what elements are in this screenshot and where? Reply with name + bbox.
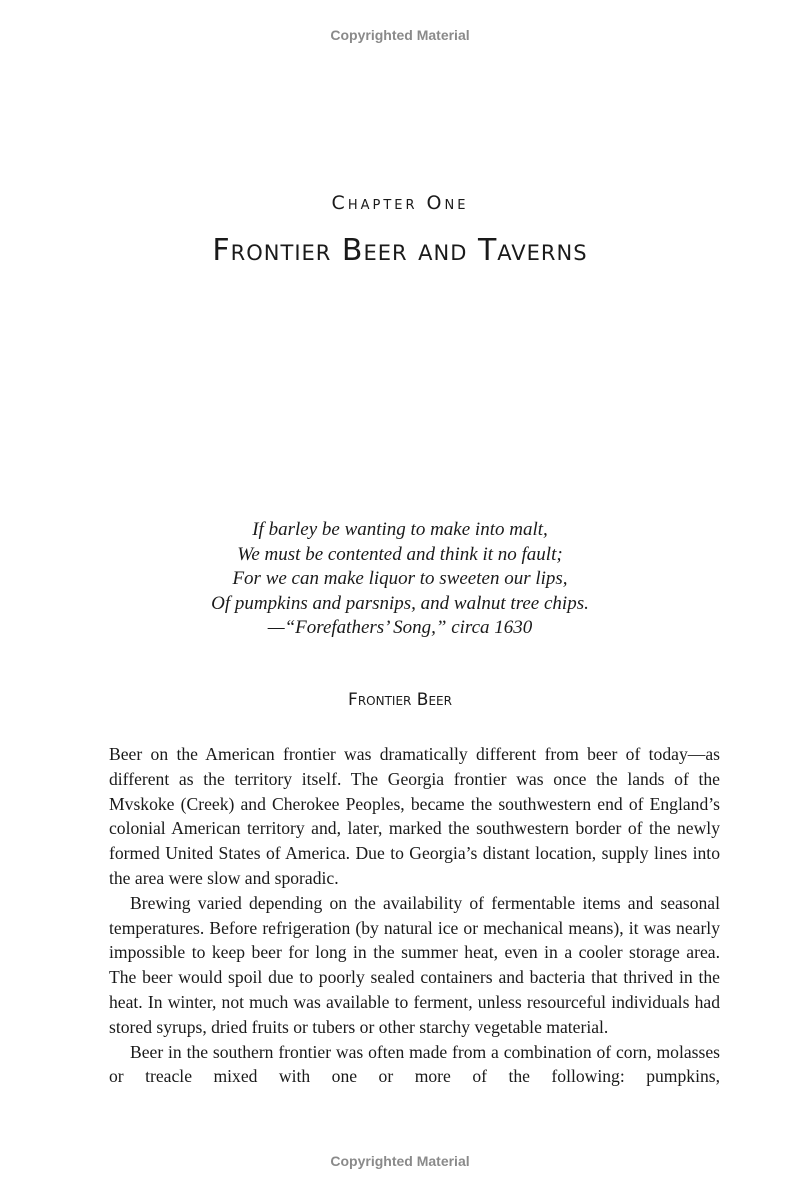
chapter-title: Frontier Beer and Taverns: [212, 233, 588, 268]
watermark-bottom: Copyrighted Material: [330, 1153, 470, 1169]
watermark-top: Copyrighted Material: [330, 27, 470, 43]
epigraph-line: Of pumpkins and parsnips, and walnut tree chips.: [211, 592, 589, 614]
epigraph-line: We must be contented and think it no fault;: [237, 543, 563, 565]
chapter-label: Chapter One: [331, 192, 469, 214]
section-heading: Frontier Beer: [348, 690, 452, 710]
paragraph: Beer in the southern frontier was often made from a combination of corn, molasses or treacle mixed with one or more of the following: pumpkins,: [109, 1041, 720, 1087]
epigraph-line: For we can make liquor to sweeten our lips,: [232, 568, 568, 589]
epigraph-line: If barley be wanting to make into malt,: [252, 519, 548, 540]
paragraph: Brewing varied depending on the availability of fermentable items and seasonal temperatures. Before refrigeration (by natural ice or mechanical means), it was nearly impossible to keep beer for long in the summer heat, even in a cooler storage area. The beer would spoil due to poorly sealed containers and bacteria that thrived in the heat. In winter, not much was available to ferment, unless resourceful individuals had stored syrups, dried fruits or tubers or other starchy vegetable material.: [109, 892, 720, 1037]
body-text: [109, 742, 720, 1089]
epigraph: [0, 518, 800, 641]
paragraph: Beer on the American frontier was dramatically different from beer of today—as different as the territory itself. The Georgia frontier was once the lands of the Mvskoke (Creek) and Cherokee Peoples, became the southwestern end of England’s colonial American territory and, later, marked the southwestern border of the newly formed United States of America. Due to Georgia’s distant location, supply lines into the area were slow and sporadic.: [109, 744, 720, 888]
epigraph-attribution: —“Forefathers’ Song,” circa 1630: [267, 617, 533, 638]
